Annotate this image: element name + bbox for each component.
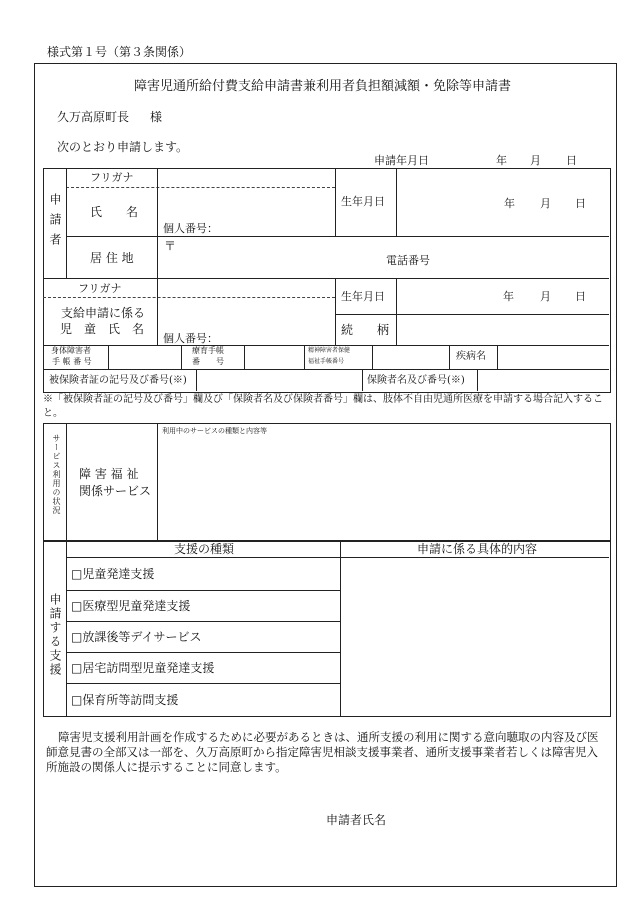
support-option-after-school-day-service[interactable]: □放課後等デイサービス: [71, 630, 202, 644]
applicant-birth-day: 日: [575, 197, 586, 210]
col-divider: [449, 345, 450, 369]
col-divider: [362, 369, 363, 391]
insured-number-label: 被保険者証の記号及び番号(※): [49, 375, 187, 386]
col-divider: [372, 345, 373, 369]
application-date-month: 月: [530, 154, 541, 167]
col-divider: [66, 236, 67, 278]
col-divider: [66, 168, 67, 236]
col-divider: [66, 423, 67, 540]
col-divider: [108, 345, 109, 369]
furigana-divider: [43, 297, 335, 298]
disease-label: 疾病名: [456, 351, 486, 362]
support-type-header: 支援の種類: [174, 542, 235, 556]
intro-text: 次のとおり申請します。: [57, 140, 189, 154]
application-date-label: 申請年月日: [374, 154, 429, 167]
support-option-nursery-visit[interactable]: □保育所等訪問支援: [71, 693, 179, 707]
child-birthdate-label: 生年月日: [341, 290, 385, 303]
col-divider: [157, 168, 158, 278]
child-individual-number: 個人番号：: [163, 332, 218, 345]
physical-cert-label-1: 身体障害者: [51, 346, 91, 355]
col-divider: [335, 278, 336, 345]
row-divider: [66, 621, 340, 622]
service-usage-table: [43, 423, 611, 541]
child-birth-month: 月: [540, 290, 551, 303]
col-divider: [196, 369, 197, 391]
support-option-home-visit-development[interactable]: □居宅訪問型児童発達支援: [71, 661, 215, 675]
applicant-phone-label: 電話番号: [386, 254, 430, 267]
application-date-day: 日: [566, 154, 577, 167]
row-divider: [66, 557, 609, 558]
insurance-note: ※「被保険者証の記号及び番号」欄及び「保険者名及び保険者番号」欄は、肢体不自由児通所医療を申請する場合記入すること。: [43, 394, 603, 419]
applicant-birthdate-label: 生年月日: [341, 195, 385, 208]
furigana-divider: [66, 187, 335, 188]
row-divider: [43, 369, 609, 370]
child-birth-year: 年: [503, 290, 514, 303]
col-divider: [477, 369, 478, 391]
row-divider: [43, 345, 609, 346]
rehab-cert-label-1: 療育手帳: [192, 346, 224, 355]
support-detail-header: 申請に係る具体的内容: [417, 542, 538, 556]
col-divider: [66, 541, 67, 716]
col-divider: [157, 423, 158, 540]
child-relation-label: 続 柄: [341, 323, 390, 337]
applicant-birth-month: 月: [540, 197, 551, 210]
mental-cert-label-1: 精神障害者保健: [308, 347, 351, 354]
postal-mark: 〒: [164, 239, 177, 253]
honorific: 様: [150, 110, 163, 124]
col-divider: [304, 345, 305, 369]
application-date-year: 年: [496, 154, 507, 167]
signature-label: 申請者氏名: [326, 813, 387, 827]
applicant-individual-number: 個人番号：: [163, 222, 218, 235]
col-divider: [396, 168, 397, 236]
addressee: 久万高原町長: [57, 110, 130, 124]
child-name-label-2: 児 童 氏 名: [60, 322, 145, 336]
applicant-section-label: 申請者: [48, 193, 62, 253]
row-divider: [66, 652, 340, 653]
welfare-service-label-2: 関係サービス: [79, 484, 152, 498]
form-title: 障害児通所給付費支給申請書兼利用者負担額減額・免除等申請書: [134, 79, 512, 94]
applicant-birth-year: 年: [504, 197, 515, 210]
row-divider: [66, 590, 340, 591]
col-divider: [497, 345, 498, 369]
service-detail-label: 利用中のサービスの種類と内容等: [162, 427, 267, 435]
applicant-address-label: 居 住 地: [90, 251, 134, 265]
row-divider: [66, 683, 340, 684]
row-divider: [335, 314, 609, 315]
support-option-child-development[interactable]: □児童発達支援: [71, 567, 155, 581]
form-number: 様式第１号（第３条関係）: [47, 45, 192, 59]
support-option-medical-child-development[interactable]: □医療型児童発達支援: [71, 599, 191, 613]
col-divider: [335, 168, 336, 236]
col-divider: [157, 278, 158, 345]
insurer-label: 保険者名及び番号(※): [367, 375, 465, 386]
rehab-cert-label-2: 番 号: [192, 357, 224, 366]
child-birth-day: 日: [575, 290, 586, 303]
support-section-label: 申請する支援: [48, 593, 62, 677]
physical-cert-label-2: 手 帳 番 号: [52, 357, 92, 366]
service-usage-section-label: サービス利用の状況: [52, 434, 61, 515]
welfare-service-label-1: 障 害 福 祉: [79, 467, 139, 481]
col-divider: [181, 345, 182, 369]
col-divider: [396, 278, 397, 345]
child-furigana-label: フリガナ: [78, 282, 122, 295]
row-divider: [66, 236, 609, 237]
col-divider: [244, 345, 245, 369]
child-name-label-1: 支給申請に係る: [61, 306, 146, 320]
consent-text: 障害児支援利用計画を作成するために必要があるときは、通所支援の利用に関する意向聴取の内容及び医師意見書の全部又は一部を、久万高原町から指定障害児相談支援事業者、通所支援事業者若しくは障害児入所施設の関係人に提示することに同意します。: [46, 730, 599, 774]
applicant-furigana-label: フリガナ: [90, 171, 134, 184]
mental-cert-label-2: 福祉手帳番号: [308, 358, 345, 365]
row-divider: [43, 278, 609, 279]
col-divider: [340, 541, 341, 716]
applicant-name-label: 氏 名: [90, 205, 139, 219]
